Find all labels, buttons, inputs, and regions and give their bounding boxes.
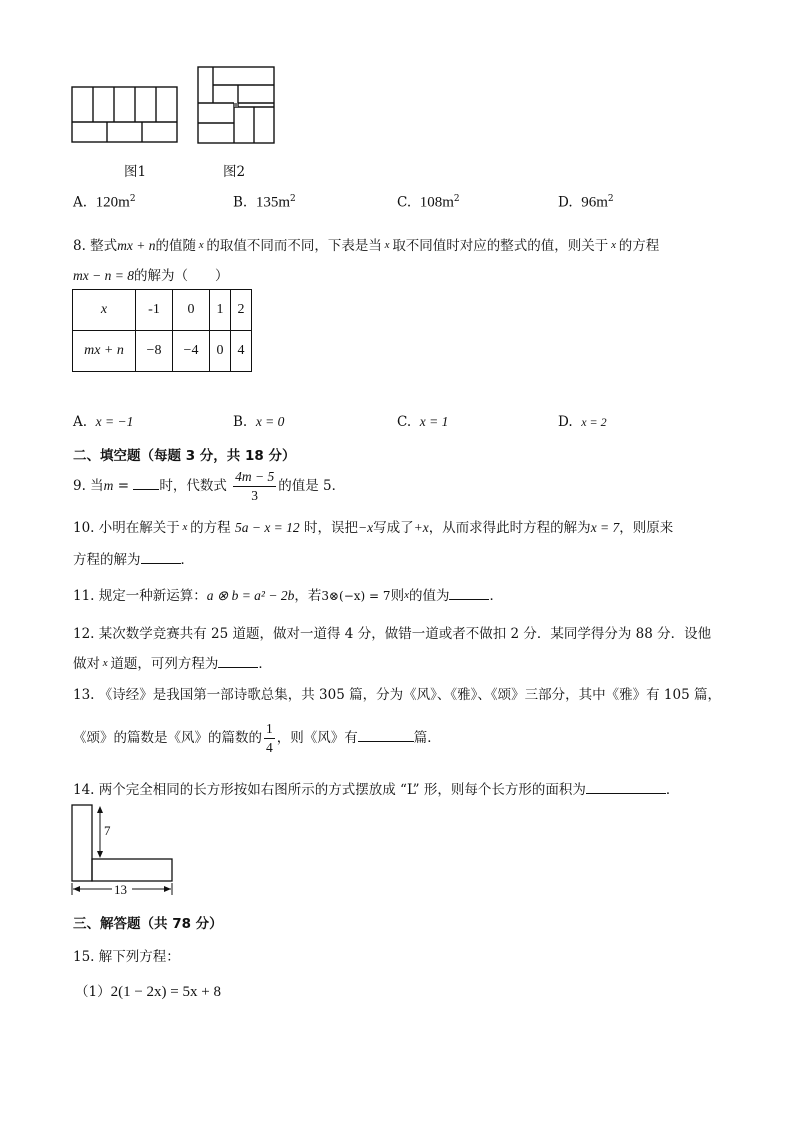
q8-option-b[interactable]: B. x = 0 <box>233 414 285 430</box>
q13-answer-blank[interactable] <box>358 727 414 742</box>
q7-option-c[interactable]: C. $108m^2$ <box>397 194 460 211</box>
q12-line-1: 12. 某次数学竞赛共有 25 道题，做对一道得 4 分，做错一道或者不做扣 2 分．某同学得分为 88 分．设他 <box>73 626 712 642</box>
q11-line: 11. 规定一种新运算：a ⊗ b = a² − 2b，若3⊗(−x) = 7则x的值为 ． <box>73 584 503 604</box>
q11-answer-blank[interactable] <box>449 585 489 600</box>
table-cell: 1 <box>210 290 231 331</box>
q7-option-b[interactable]: B. $135m^2$ <box>233 194 296 211</box>
figure-2-square-arrangement <box>197 66 277 146</box>
q13-line-2: 《颂》的篇数是《风》的篇数的 $\frac{1}{4}$ ，则《风》有 篇． <box>73 721 441 755</box>
q14-label-13: 13 <box>114 882 127 897</box>
table-header-expr: mx + n <box>73 331 136 372</box>
figure-1-caption: 图1 <box>124 164 147 180</box>
table-header-x: x <box>73 290 136 331</box>
q7-option-a[interactable]: A. $120m^2$ <box>73 194 136 211</box>
q14-answer-blank[interactable] <box>586 779 666 794</box>
table-cell: −4 <box>173 331 210 372</box>
table-cell: 0 <box>173 290 210 331</box>
q15-part-1: （1）2(1 − 2x) = 5x + 8 <box>75 984 221 1000</box>
table-row <box>73 331 252 372</box>
q9-answer-blank[interactable] <box>133 475 159 490</box>
q8-line-1: 8. 整式mx + n的值随 x 的取值不同而不同，下表是当 x 取不同值时对应的整式的值，则关于 x 的方程 <box>73 238 660 254</box>
q12-line-2: 做对 x 道题，可列方程为 ． <box>73 652 272 672</box>
table-cell: 2 <box>231 290 252 331</box>
q8-option-d[interactable]: D. x = 2 <box>558 414 607 430</box>
q14-label-7: 7 <box>104 823 111 838</box>
section-2-title: 二、填空题（每题 3 分，共 18 分） <box>73 448 296 464</box>
q9-line: 9. 当m = 时，代数式 $\frac{4m - 5}{3}$ 的值是 5． <box>73 469 346 503</box>
table-cell: −8 <box>136 331 173 372</box>
q10-line-2: 方程的解为 ． <box>73 548 194 568</box>
q13-line-1: 13. 《诗经》是我国第一部诗歌总集，共 305 篇，分为《风》、《雅》、《颂》三部分，其中《雅》有 105 篇， <box>73 687 721 703</box>
q8-option-a[interactable]: A. x = −1 <box>73 414 134 430</box>
q14-l-shape-figure <box>70 803 176 897</box>
q8-value-table <box>72 289 252 372</box>
section-3-title: 三、解答题（共 78 分） <box>73 916 223 932</box>
table-row <box>73 290 252 331</box>
q15-title: 15. 解下列方程： <box>73 949 180 965</box>
table-cell: -1 <box>136 290 173 331</box>
q7-option-d[interactable]: D. $96m^2$ <box>558 194 614 211</box>
figure-1-rectangles <box>71 86 179 144</box>
table-cell: 0 <box>210 331 231 372</box>
q12-answer-blank[interactable] <box>218 653 258 668</box>
figure-2-caption: 图2 <box>223 164 246 180</box>
q8-line-2: mx − n = 8的解为（ ） <box>73 268 229 284</box>
table-cell: 4 <box>231 331 252 372</box>
q10-line-1: 10. 小明在解关于 x 的方程 5a − x = 12 时，误把−x写成了+x，从而求得此时方程的解为x = 7，则原来 <box>73 520 674 536</box>
q14-line: 14. 两个完全相同的长方形按如右图所示的方式摆放成 “L” 形，则每个长方形的面积为 ． <box>73 778 679 798</box>
q10-answer-blank[interactable] <box>141 549 181 564</box>
q8-option-c[interactable]: C. x = 1 <box>397 414 449 430</box>
